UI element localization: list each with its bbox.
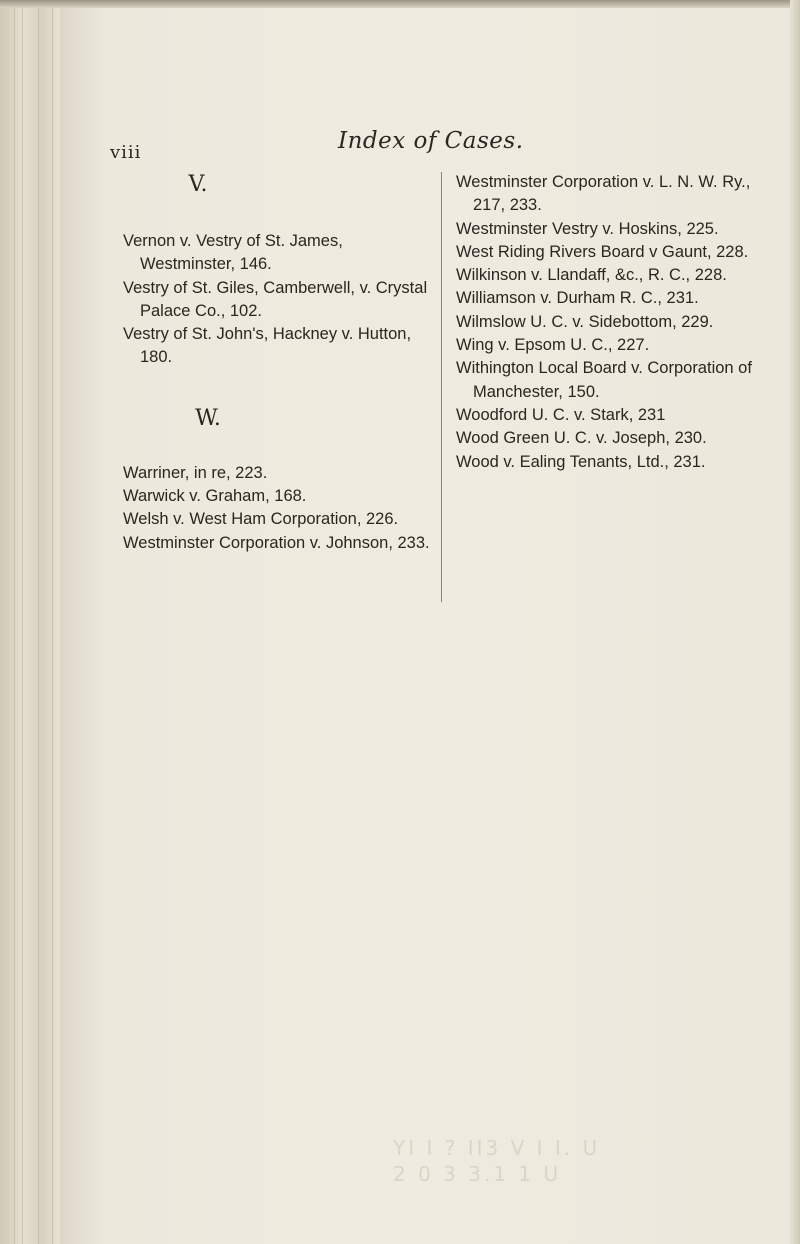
index-entry: Vestry of St. John's, Hackney v. Hutton, 180. xyxy=(123,325,412,367)
index-entry: Westminster Corporation v. L. N. W. Ry., 217, 233. xyxy=(456,173,751,215)
index-entry: Wilkinson v. Llandaff, &c., R. C., 228. xyxy=(456,266,727,285)
running-title: Index of Cases. xyxy=(338,128,524,154)
index-entry: Woodford U. C. v. Stark, 231 xyxy=(456,405,666,424)
section-letter-w: W. xyxy=(195,405,221,431)
section-letter-v: V. xyxy=(188,172,208,197)
index-entry: Vestry of St. Giles, Camberwell, v. Crystal Palace Co., 102. xyxy=(123,278,428,320)
index-entry: Vernon v. Vestry of St. James, Westminster, 146. xyxy=(123,232,343,274)
index-entry: Wilmslow U. C. v. Sidebottom, 229. xyxy=(456,312,714,331)
bleed-through-text xyxy=(393,1135,600,1187)
index-entry: Withington Local Board v. Corporation of Manchester, 150. xyxy=(456,359,752,401)
page-number: viii xyxy=(110,142,142,163)
section-v xyxy=(123,172,433,370)
index-entry: Warriner, in re, 223. xyxy=(123,463,268,482)
index-entry: Wood Green U. C. v. Joseph, 230. xyxy=(456,429,707,448)
left-column xyxy=(123,172,433,555)
top-shadow xyxy=(0,0,800,8)
index-entry: Westminster Corporation v. Johnson, 233. xyxy=(123,533,430,552)
index-entry: Welsh v. West Ham Corporation, 226. xyxy=(123,510,399,529)
book-binding xyxy=(0,0,61,1244)
index-entry: Wing v. Epsom U. C., 227. xyxy=(456,336,650,355)
index-entry: Westminster Vestry v. Hoskins, 225. xyxy=(456,219,719,238)
bleed-through-line: 2 0 3 3.1 1 U xyxy=(393,1162,562,1186)
page-edge xyxy=(790,0,800,1244)
index-entry: West Riding Rivers Board v Gaunt, 228. xyxy=(456,242,749,261)
index-entry: Warwick v. Graham, 168. xyxy=(123,487,307,506)
right-column xyxy=(456,171,786,474)
bleed-through-line: YI I ? II3 V I I. U xyxy=(393,1136,601,1160)
index-entry: Williamson v. Durham R. C., 231. xyxy=(456,289,699,308)
index-entry: Wood v. Ealing Tenants, Ltd., 231. xyxy=(456,452,706,471)
column-divider xyxy=(441,172,442,602)
section-w xyxy=(123,405,433,555)
